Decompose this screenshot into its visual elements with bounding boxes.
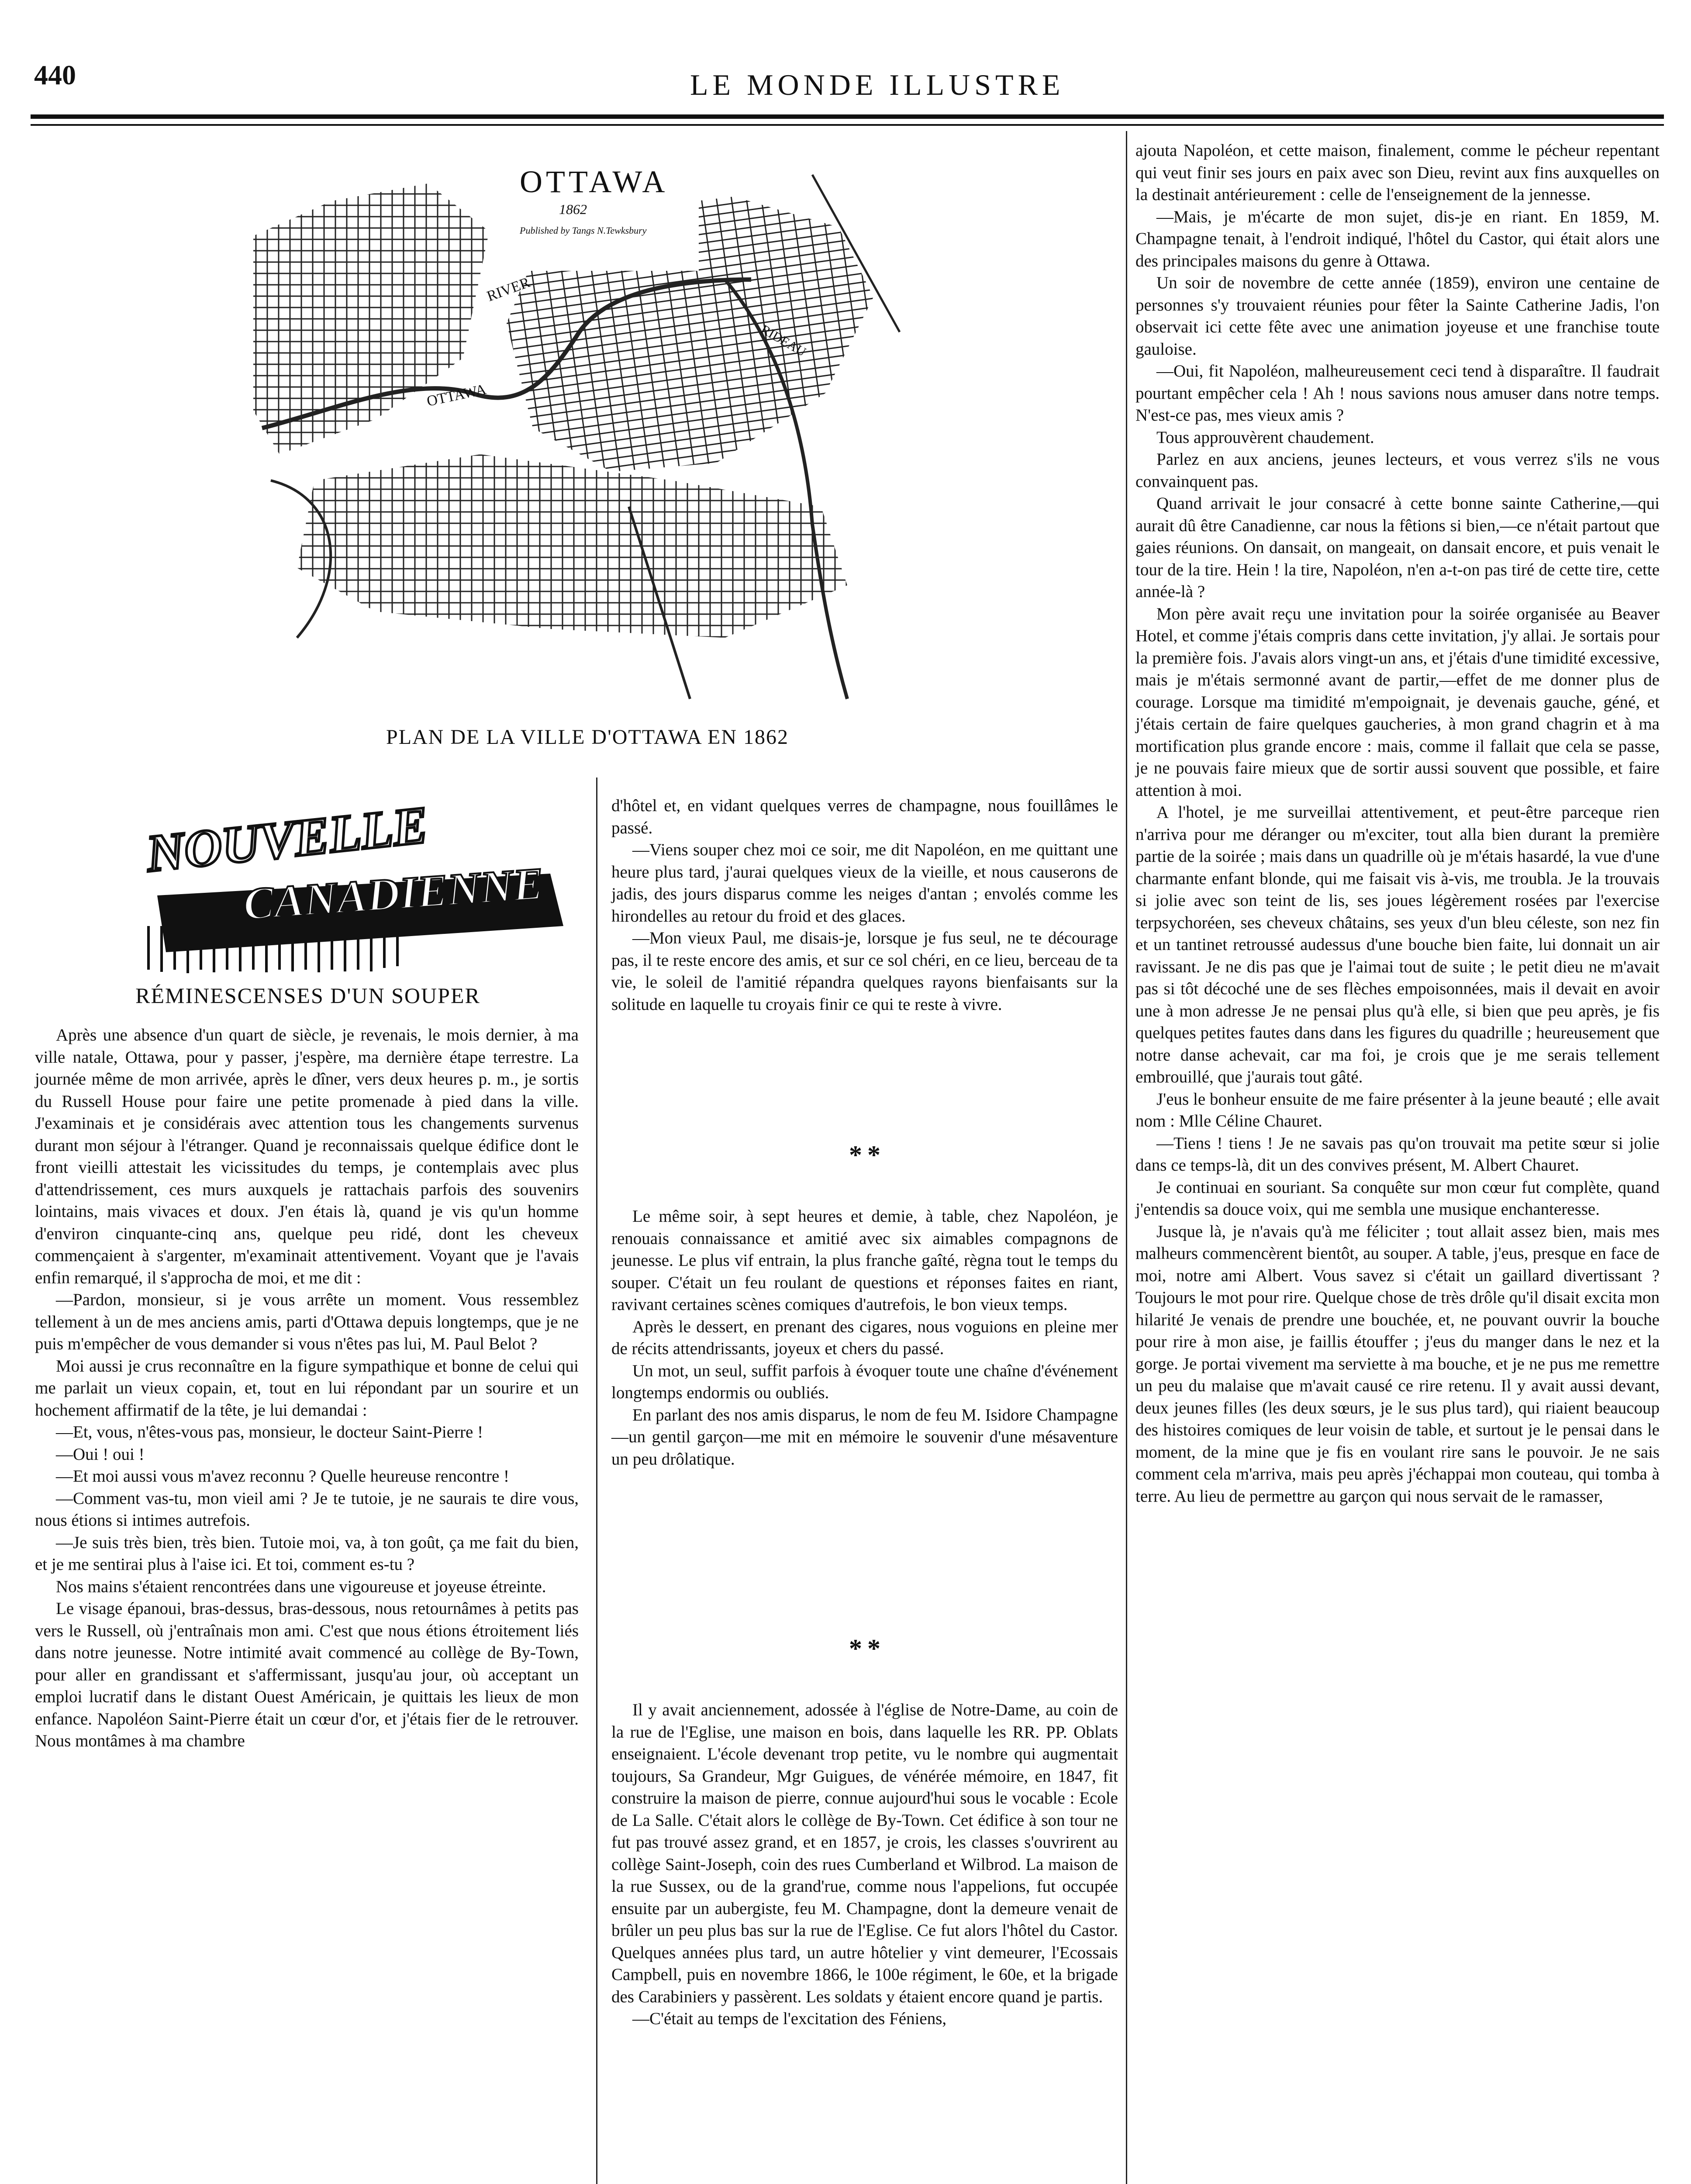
- paragraph: Je continuai en souriant. Sa conquête sur mon cœur fut complète, quand j'entendis sa douce voix, qui me sembla une musique enchanteresse.: [1135, 1178, 1660, 1219]
- paragraph: Nos mains s'étaient rencontrées dans une vigoureuse et joyeuse étreinte.: [56, 1577, 546, 1596]
- page-number: 440: [34, 59, 76, 90]
- paragraph: Le visage épanoui, bras-dessus, bras-dessous, nous retournâmes à petits pas vers le Russell, où j'entraînais mon ami. C'est que nous étions étroitement liés dans notre jeunesse. Notre intimité avait commencé au collège de By-Town, pour aller en grandissant et s'affermissant, jusqu'au jour, où acceptant un emploi lucratif dans le distant Ouest Américain, je quittais les lieux de mon enfance. Napoléon Saint-Pierre était un cœur d'or, et j'étais fier de le retrouver. Nous montâmes à ma chambre: [35, 1599, 579, 1750]
- map-publisher-text: Published by Tangs N.Tewksbury: [520, 225, 647, 236]
- map-ottawa-label: OTTAWA: [425, 381, 488, 410]
- paragraph: Mon père avait reçu une invitation pour la soirée organisée au Beaver Hotel, et comme j'étais compris dans cette invitation, j'y allai. Je sortais pour la première fois. J'avais alors vingt-un ans, et j'étais d'une timidité excessive, mais je m'étais sermonné avant de partir,—effet de me donner plus de courage. Lorsque ma timidité m'empoignait, je devenais gauche, géné, et j'étais certain de faire quelques gaucheries, à mon grand chagrin et à ma mortification plus grande encore : mais, comme il fallait que cela se passe, je ne pouvais faire mieux que de sortir aussi souvent que possible, et faire attention à moi.: [1135, 604, 1660, 800]
- article-column-3: [1135, 140, 1660, 1507]
- column-rule-left: [596, 778, 597, 2184]
- logo-word-canadienne: CANADIENNE: [242, 858, 545, 930]
- article-column-2-bottom: [611, 1699, 1118, 2030]
- paragraph: —Oui, fit Napoléon, malheureusement ceci tend à disparaître. Il faudrait pourtant empêcher cela ! Ah ! nous savions nous amuser dans notre temps. N'est-ce pas, mes vieux amis ?: [1135, 362, 1660, 425]
- paragraph: —Et, vous, n'êtes-vous pas, monsieur, le docteur Saint-Pierre !: [56, 1423, 483, 1441]
- paragraph: A l'hotel, je me surveillai attentivement, et peut-être parceque rien n'arriva pour me déranger ou m'exciter, tout alla bien durant la première partie de la soirée ; mais dans un quadrille où je m'étais hasardé, la vue d'une charmante enfant blonde, qui me faisait vis à-vis, me troubla. Je la trouvais si jolie avec son teint de lis, ses joues légèrement rosées par l'exercise terpsychoréen, ses cheveux châtains, ses yeux d'un bleu céleste, son nez fin et un tantinet retroussé audessus d'une bouche bien faite, lui donnait un air ravissant. Je ne dis pas que je l'aimai tout de suite ; le petit dieu ne m'avait pas si tôt décoché une de ses flèches empoisonnées, mais il devait en avoir une à mon adresse Je ne pensai plus qu'à elle, si bien que peu après, je fis quelques petites fautes dans dans les figures du quadrille ; heureusement que notre danse achevait, car ma foi, je crois que je me serais tellement embrouillé, que j'aurais tout gâté.: [1135, 803, 1660, 1086]
- paragraph: —Pardon, monsieur, si je vous arrête un moment. Vous ressemblez tellement à un de mes anciens amis, parti d'Ottawa depuis longtemps, que je ne puis m'empêcher de vous demander si vous n'êtes pas lui, M. Paul Belot ?: [35, 1290, 579, 1353]
- map-title-text: OTTAWA: [520, 164, 669, 199]
- paragraph: —Viens souper chez moi ce soir, me dit Napoléon, en me quittant une heure plus tard, j'aurai quelques vieux de la vieille, et nous causerons de jadis, des jours disparus comme les neiges d'antan ; envolés comme les hirondelles au retour du froid et des glaces.: [611, 840, 1118, 926]
- paragraph: Le même soir, à sept heures et demie, à table, chez Napoléon, je renouais connaissance et amitié avec six aimables compagnons de jeunesse. Le plus vif entrain, la plus franche gaîté, règna tout le temps du souper. C'était un feu roulant de questions et réponses faites en riant, ravivant certaines scènes comiques d'autrefois, le bon vieux temps.: [611, 1207, 1118, 1314]
- header-rule-thin: [31, 124, 1664, 126]
- paragraph: —C'était au temps de l'excitation des Féniens,: [632, 2009, 947, 2028]
- paragraph: Jusque là, je n'avais qu'à me féliciter ; tout allait assez bien, mais mes malheurs commencèrent bientôt, au souper. A table, j'eus, presque en face de moi, notre ami Albert. Vous savez si c'était un gaillard divertissant ? Toujours le mot pour rire. Quelque chose de très drôle qu'il disait excita mon hilarité Je venais de prendre une bouchée, et, ne pouvant ouvrir la bouche pour rire à mon aise, je faillis étouffer ; j'eus du manger dans le nez et la gorge. Je portai vivement ma serviette à ma bouche, et je ne pus me remettre un peu du malaise que m'avait causé ce rire retenu. Il y avait aussi devant, deux jeunes filles (les deux sœurs, je le sus plus tard), qui riaient beaucoup des histoires comiques de leur voisin de table, et surtout je le pensai dans le moment, de la mine que je fis en voulant rire sans le pouvoir. Je ne sais comment cela m'arriva, mais peu après j'échappai mon couteau, qui tomba à terre. Au lieu de permettre au garçon qui nous servait de le ramasser,: [1135, 1222, 1660, 1506]
- column-rule-right: [1126, 131, 1127, 2184]
- map-year-text: 1862: [559, 201, 587, 217]
- paragraph: ajouta Napoléon, et cette maison, finalement, comme le pécheur repentant qui veut finir ses jours en paix avec son Dieu, revint aux fins auxquelles on la destinait antérieurement : celle de l'enseignement de la jennesse.: [1135, 141, 1660, 204]
- paragraph: Tous approuvèrent chaudement.: [1156, 428, 1374, 447]
- paragraph: —Je suis très bien, très bien. Tutoie moi, va, à ton goût, ça me fait du bien, et je me sentirai plus à l'aise ici. Et toi, comment es-tu ?: [35, 1533, 579, 1574]
- paragraph: Après une absence d'un quart de siècle, je revenais, le mois dernier, à ma ville natale, Ottawa, pour y passer, j'espère, ma dernière étape terrestre. La journée même de mon arrivée, après le dîner, vers deux heures p. m., je sortis du Russell House pour faire une petite promenade à pied dans la ville. J'examinais et je considérais avec attention tous les changements survenus durant mon séjour à l'étranger. Quand je reconnaissais quelque édifice dont le front vieilli attestait les vicissitudes du temps, je contemplais avec plus d'attendrissement, ces murs auxquels je rattachais parfois des souvenirs lointains, mais vivaces et doux. J'en étais là, quand je vis qu'un homme d'environ cinquante-cinq ans, quelque peu ridé, dont les cheveux commençaient à s'argenter, m'examinait attentivement. Voyant que je l'avais enfin remarqué, il s'approcha de moi, et me dit :: [35, 1026, 579, 1287]
- paragraph: —Comment vas-tu, mon vieil ami ? Je te tutoie, je ne saurais te dire vous, nous étions si intimes autrefois.: [35, 1489, 579, 1530]
- story-title: RÉMINESCENSES D'UN SOUPER: [135, 983, 480, 1008]
- paragraph: d'hôtel et, en vidant quelques verres de champagne, nous fouillâmes le passé.: [611, 796, 1118, 837]
- paragraph: —Tiens ! tiens ! Je ne savais pas qu'on trouvait ma petite sœur si jolie dans ce temps-là, dit un des convives présent, M. Albert Chauret.: [1135, 1133, 1660, 1175]
- paragraph: —Et moi aussi vous m'avez reconnu ? Quelle heureuse rencontre !: [56, 1467, 509, 1486]
- paragraph: Un mot, un seul, suffit parfois à évoquer toute une chaîne d'événement longtemps endormis ou oubliés.: [611, 1361, 1118, 1402]
- paragraph: Après le dessert, en prenant des cigares, nous voguions en pleine mer de récits attendrissants, joyeux et chers du passé.: [611, 1317, 1118, 1358]
- paragraph: —Mais, je m'écarte de mon sujet, dis-je en riant. En 1859, M. Champagne tenait, à l'endroit indiqué, l'hôtel du Castor, qui était alors une des principales maisons du genre à Ottawa.: [1135, 207, 1660, 270]
- section-break-stars: * *: [849, 1634, 880, 1663]
- paragraph: Parlez en aux anciens, jeunes lecteurs, et vous verrez s'ils ne vous convainquent pas.: [1135, 450, 1660, 491]
- map-caption: PLAN DE LA VILLE D'OTTAWA EN 1862: [386, 726, 789, 749]
- ottawa-map-illustration: [245, 149, 930, 703]
- nouvelle-canadienne-logo: [131, 795, 568, 978]
- article-column-1: [35, 1024, 579, 1752]
- paragraph: Moi aussi je crus reconnaître en la figure sympathique et bonne de celui qui me parlait un vieux copain, et, tout en lui répondant par un sourire et un hochement affirmatif de la tête, je lui demandai :: [35, 1356, 579, 1420]
- section-break-stars: * *: [849, 1140, 880, 1169]
- logo-word-nouvelle: NOUVELLE: [143, 795, 431, 883]
- paragraph: J'eus le bonheur ensuite de me faire présenter à la jeune beauté ; elle avait nom : Mlle Céline Chauret.: [1135, 1089, 1660, 1130]
- paragraph: En parlant des nos amis disparus, le nom de feu M. Isidore Champagne—un gentil garçon—me mit en mémoire le souvenir d'une mésaventure un peu drôlatique.: [611, 1405, 1118, 1469]
- paragraph: —Oui ! oui !: [56, 1444, 145, 1464]
- paragraph: Un soir de novembre de cette année (1859), environ une centaine de personnes s'y trouvaient réunies pour fêter la Sainte Catherine Jadis, l'on observait ici cette fête avec une animation joyeuse et une franchise toute gauloise.: [1135, 273, 1660, 359]
- map-river-label: RIVER: [485, 274, 532, 305]
- article-column-2-middle: [611, 1206, 1118, 1470]
- header-rule-thick: [31, 114, 1664, 119]
- article-column-2-top: [611, 795, 1118, 1016]
- masthead-title: LE MONDE ILLUSTRE: [690, 68, 1065, 101]
- paragraph: Quand arrivait le jour consacré à cette bonne sainte Catherine,—qui aurait dû être Canadienne, car nous la fêtions si bien,—ce n'était partout que gaies réunions. On dansait, on mangeait, on dansait encore, et puis venait le tour de la tire. Hein ! la tire, Napoléon, n'en a-t-on pas tiré de cette tire, cette année-là ?: [1135, 494, 1660, 601]
- paragraph: Il y avait anciennement, adossée à l'église de Notre-Dame, au coin de la rue de l'Eglise, une maison en bois, dans laquelle les RR. PP. Oblats enseignaient. L'école devenant trop petite, vu le nombre qui augmentait toujours, Sa Grandeur, Mgr Guigues, de vénérée mémoire, en 1847, fit construire la maison de pierre, connue aujourd'hui sous le vocable : Ecole de La Salle. C'était alors le collège de By-Town. Cet édifice à son tour ne fut pas trouvé assez grand, et en 1857, je crois, les classes s'ouvrirent au collège Saint-Joseph, coin des rues Cumberland et Wilbrod. La maison de la rue Sussex, ou de la grand'rue, comme nous l'appelions, fut occupée ensuite par un aubergiste, feu M. Champagne, dont la demeure venait de brûler un peu plus bas sur la rue de l'Eglise. Ce fut alors l'hôtel du Castor. Quelques années plus tard, un autre hôtelier y vint demeurer, l'Ecossais Campbell, puis en novembre 1866, le 100e régiment, le 60e, et la brigade des Carabiniers y passèrent. Les soldats y étaient encore quand je partis.: [611, 1700, 1118, 2006]
- paragraph: —Mon vieux Paul, me disais-je, lorsque je fus seul, ne te décourage pas, il te reste encore des amis, et sur ce sol chéri, en ce lieu, berceau de ta vie, le soleil de l'amitié répandra quelques rayons bienfaisants sur la solitude en laquelle tu croyais finir ce qui te reste à vivre.: [611, 929, 1118, 1014]
- map-rideau-label: RIDEAU: [758, 322, 809, 359]
